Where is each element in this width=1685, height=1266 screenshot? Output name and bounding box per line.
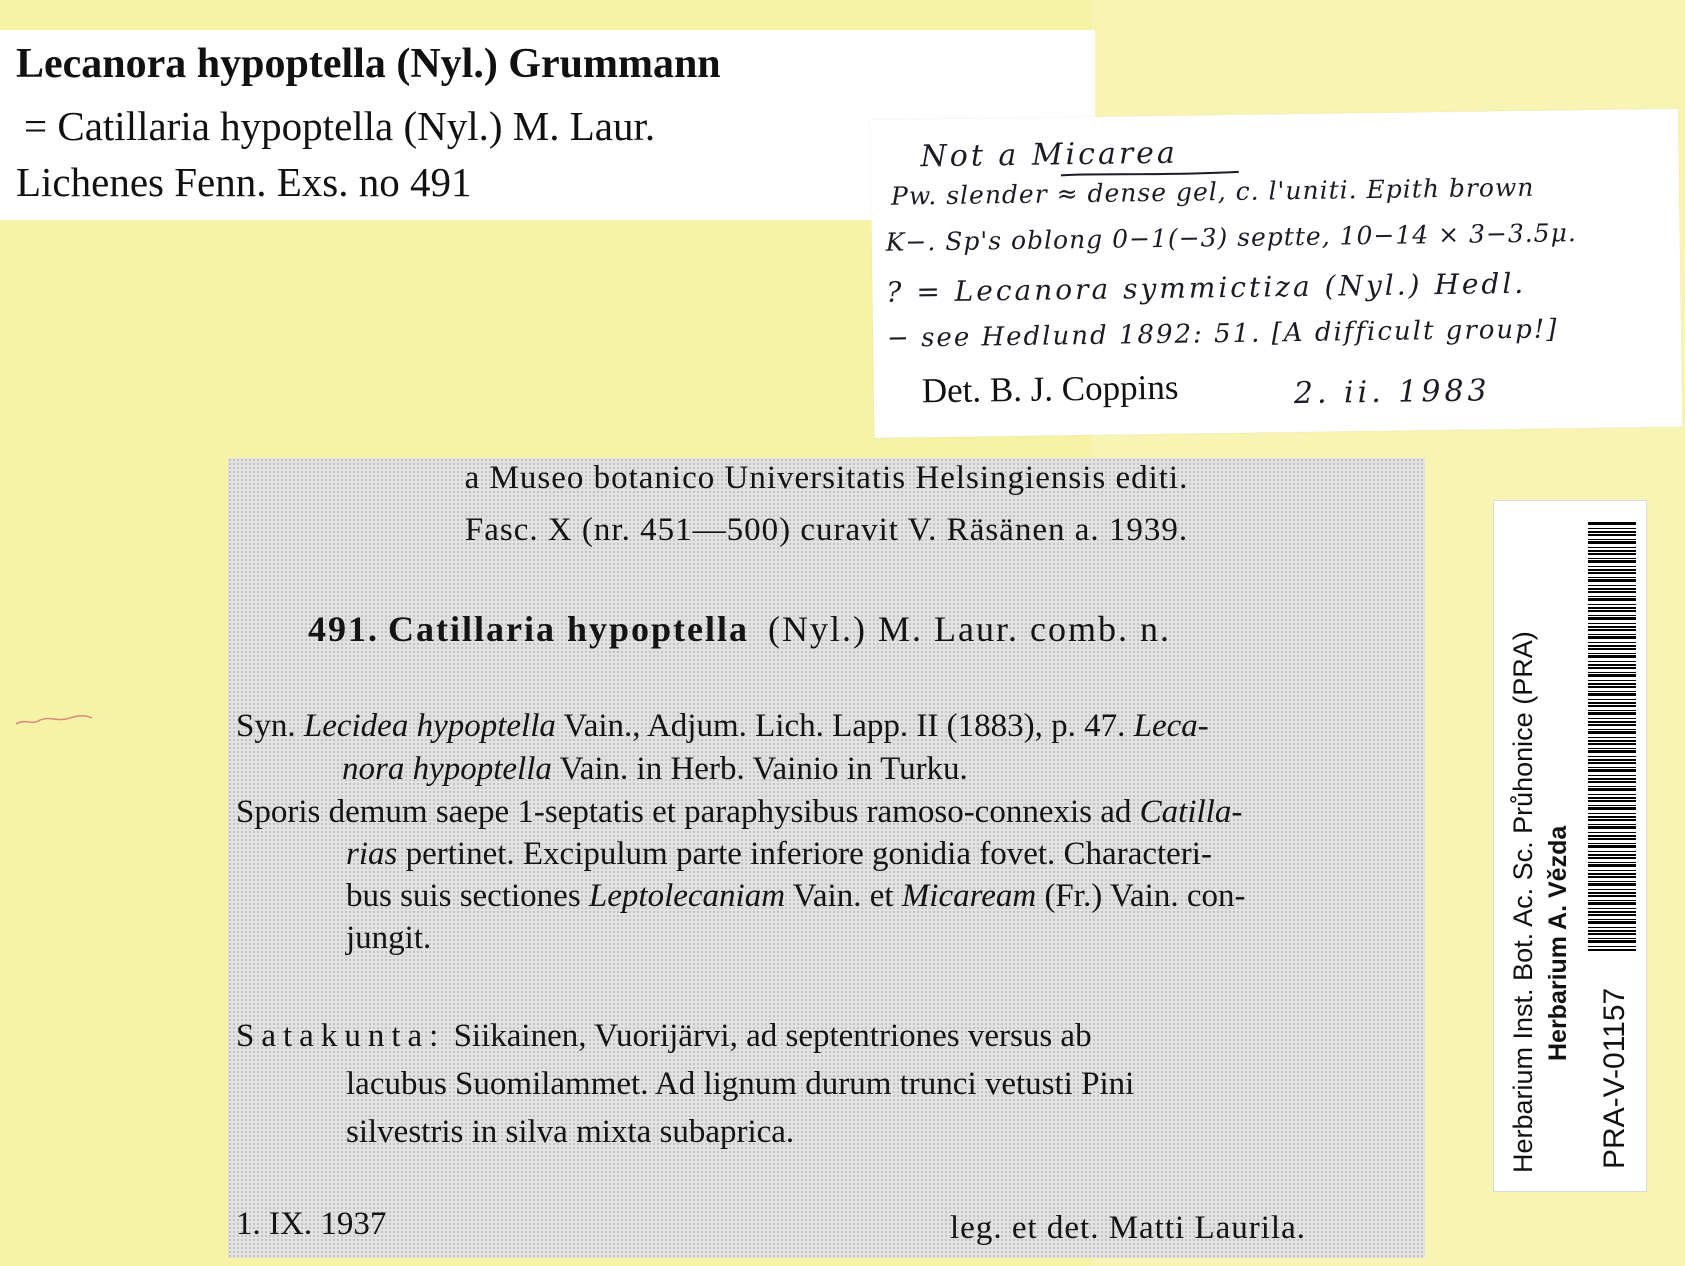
exs-desc-line-2 (346, 836, 1212, 873)
desc-3d: Micaream (901, 878, 1037, 914)
syn-label: Syn. (236, 708, 296, 744)
herbarium-barcode-label (1493, 500, 1647, 1192)
determiner: Det. B. J. Coppins (921, 367, 1179, 411)
desc-2b: pertinet. Excipulum parte inferiore gonidia fovet. Characteri- (405, 836, 1212, 872)
desc-3a: bus suis sectiones (346, 878, 581, 914)
exs-header-2: Fasc. X (nr. 451—500) curavit V. Räsänen a. 1939. (464, 512, 1189, 548)
determination-slip (870, 109, 1682, 438)
desc-3c: Vain. et (792, 878, 894, 914)
exs-header-1: a Museo botanico Universitatis Helsingiensis editi. (464, 460, 1189, 496)
det-line-4: ? = Lecanora symmictiza (Nyl.) Hedl. (886, 266, 1527, 309)
exs-desc-line-1 (236, 794, 1242, 831)
exs-number: 491. (308, 609, 379, 649)
det-line-3: K−. Sp's oblong 0−1(−3) septte, 10−14 × 3−3.5μ. (885, 218, 1577, 257)
syn-taxon-2b: nora hypoptella (342, 751, 552, 787)
collector: leg. et det. Matti Laurila. (950, 1210, 1306, 1246)
label-synonym: = Catillaria hypoptella (Nyl.) M. Laur. (24, 103, 656, 149)
label-exsiccata: Lichenes Fenn. Exs. no 491 (16, 159, 472, 205)
exs-locality-line-3: silvestris in silva mixta subaprica. (346, 1114, 795, 1150)
locality-1: Siikainen, Vuorijärvi, ad septentriones versus ab (453, 1018, 1092, 1054)
det-line-2: Pw. slender ≈ dense gel, c. l'uniti. Epith brown (890, 172, 1535, 211)
herbarium-collection: Herbarium A. Vězda (1544, 825, 1572, 1061)
desc-1b: Catilla- (1139, 794, 1243, 830)
exs-locality-line-1 (236, 1018, 1092, 1055)
exs-authority: (Nyl.) M. Laur. comb. n. (768, 609, 1171, 649)
determination-date: 2. ii. 1983 (1293, 373, 1491, 412)
collection-date: 1. IX. 1937 (236, 1206, 387, 1242)
specimen-code: PRA-V-01157 (1598, 987, 1631, 1169)
desc-3b: Leptolecaniam (588, 878, 786, 914)
desc-2a: rias (346, 836, 398, 872)
herbarium-institution: Herbarium Inst. Bot. Ac. Sc. Průhonice (PRA) (1508, 631, 1538, 1173)
det-line-1: Not a Micarea (920, 135, 1179, 175)
desc-3e: (Fr.) Vain. con- (1044, 878, 1246, 914)
stray-pencil-mark (14, 712, 94, 732)
exs-locality-line-2: lacubus Suomilammet. Ad lignum durum trunci vetusti Pini (346, 1066, 1135, 1102)
syn-taxon-1: Lecidea hypoptella (303, 708, 556, 744)
herbarium-label-rotated (1494, 501, 1646, 1191)
desc-1a: Sporis demum saepe 1-septatis et paraphysibus ramoso-connexis ad (236, 794, 1132, 830)
exs-syn-line-2 (342, 751, 968, 788)
exs-desc-line-4: jungit. (346, 920, 432, 956)
label-title: Lecanora hypoptella (Nyl.) Grummann (16, 41, 721, 87)
barcode (1588, 521, 1636, 951)
syn-ref-2: Vain. in Herb. Vainio in Turku. (559, 751, 968, 787)
exs-syn-line-1 (236, 708, 1209, 745)
locality-region: Satakunta: (236, 1018, 446, 1054)
exs-species-heading (308, 608, 1171, 650)
syn-taxon-2a: Leca- (1133, 708, 1209, 744)
det-line-5: − see Hedlund 1892: 51. [A difficult group!] (886, 314, 1559, 354)
exs-desc-line-3 (346, 878, 1245, 915)
syn-ref-1: Vain., Adjum. Lich. Lapp. II (1883), p. 47. (563, 708, 1126, 744)
exsiccata-label (228, 458, 1425, 1258)
exs-taxon: Catillaria hypoptella (388, 609, 750, 649)
